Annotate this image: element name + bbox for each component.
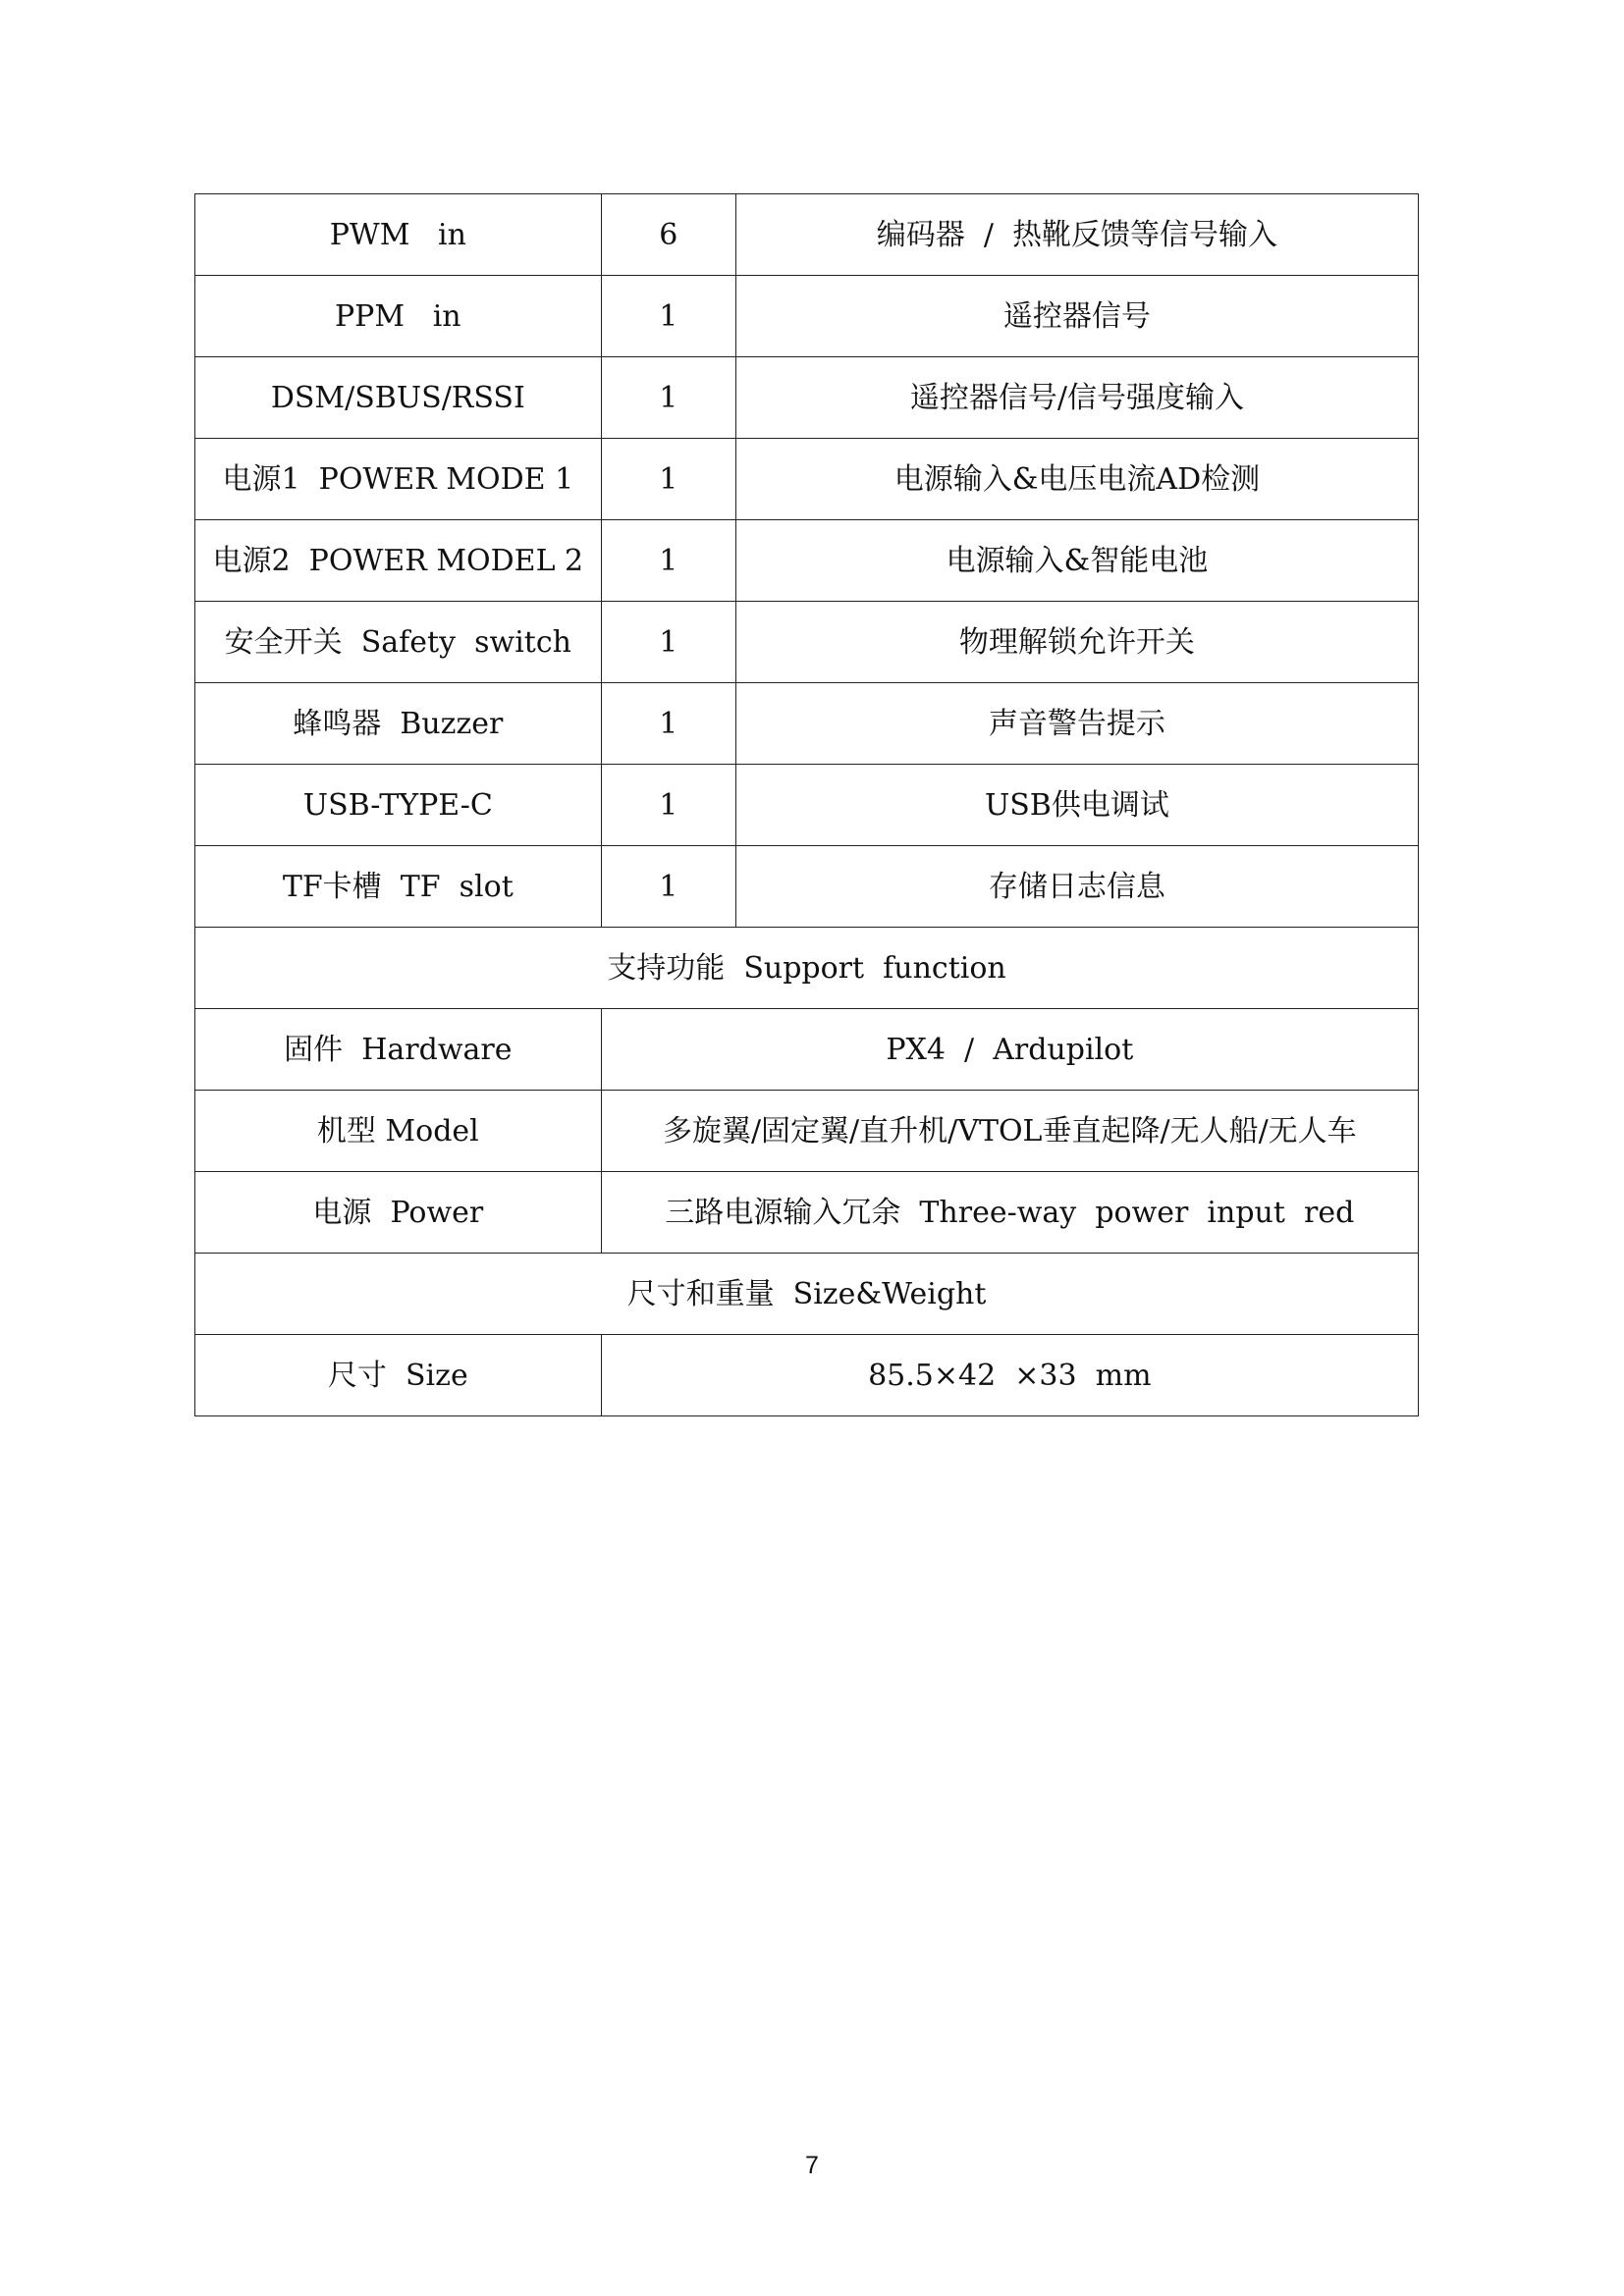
table-row xyxy=(195,439,1419,520)
section-heading-row xyxy=(195,1254,1419,1335)
table-row xyxy=(195,683,1419,765)
interface-name: DSM/SBUS/RSSI xyxy=(195,357,602,439)
table-row xyxy=(195,1335,1419,1416)
table-row xyxy=(195,1091,1419,1172)
interface-description: 电源输入&电压电流AD检测 xyxy=(735,439,1418,520)
page-number: 7 xyxy=(805,2152,819,2179)
interface-description: 遥控器信号/信号强度输入 xyxy=(735,357,1418,439)
table-row xyxy=(195,1009,1419,1091)
support-label: 固件 Hardware xyxy=(195,1009,602,1091)
support-section-heading: 支持功能 Support function xyxy=(195,928,1419,1009)
interface-name: 电源1 POWER MODE 1 xyxy=(195,439,602,520)
interface-count: 1 xyxy=(601,357,735,439)
table-row xyxy=(195,765,1419,846)
interface-name: 电源2 POWER MODEL 2 xyxy=(195,520,602,602)
interface-name: PWM in xyxy=(195,194,602,276)
interface-description: 声音警告提示 xyxy=(735,683,1418,765)
support-label: 电源 Power xyxy=(195,1172,602,1254)
interface-description: 存储日志信息 xyxy=(735,846,1418,928)
interface-description: 编码器 / 热靴反馈等信号输入 xyxy=(735,194,1418,276)
table-row xyxy=(195,520,1419,602)
size-label: 尺寸 Size xyxy=(195,1335,602,1416)
table-row xyxy=(195,194,1419,276)
interface-description: 物理解锁允许开关 xyxy=(735,602,1418,683)
interface-count: 1 xyxy=(601,602,735,683)
support-label: 机型 Model xyxy=(195,1091,602,1172)
table-row xyxy=(195,276,1419,357)
interface-count: 1 xyxy=(601,520,735,602)
interface-description: 遥控器信号 xyxy=(735,276,1418,357)
interface-count: 1 xyxy=(601,276,735,357)
table-row xyxy=(195,1172,1419,1254)
interface-count: 1 xyxy=(601,683,735,765)
interface-count: 1 xyxy=(601,846,735,928)
support-value: 三路电源输入冗余 Three-way power input red xyxy=(601,1172,1418,1254)
table-row xyxy=(195,602,1419,683)
support-value: 多旋翼/固定翼/直升机/VTOL垂直起降/无人船/无人车 xyxy=(601,1091,1418,1172)
size-value: 85.5×42 ×33 mm xyxy=(601,1335,1418,1416)
interface-name: PPM in xyxy=(195,276,602,357)
table-row xyxy=(195,357,1419,439)
interface-count: 1 xyxy=(601,765,735,846)
interface-name: TF卡槽 TF slot xyxy=(195,846,602,928)
interface-description: 电源输入&智能电池 xyxy=(735,520,1418,602)
table-row xyxy=(195,846,1419,928)
section-heading-row xyxy=(195,928,1419,1009)
interface-count: 1 xyxy=(601,439,735,520)
size-section-heading: 尺寸和重量 Size&Weight xyxy=(195,1254,1419,1335)
support-value: PX4 / Ardupilot xyxy=(601,1009,1418,1091)
interface-name: 安全开关 Safety switch xyxy=(195,602,602,683)
spec-table xyxy=(194,193,1419,1416)
interface-name: USB-TYPE-C xyxy=(195,765,602,846)
interface-name: 蜂鸣器 Buzzer xyxy=(195,683,602,765)
interface-description: USB供电调试 xyxy=(735,765,1418,846)
interface-count: 6 xyxy=(601,194,735,276)
